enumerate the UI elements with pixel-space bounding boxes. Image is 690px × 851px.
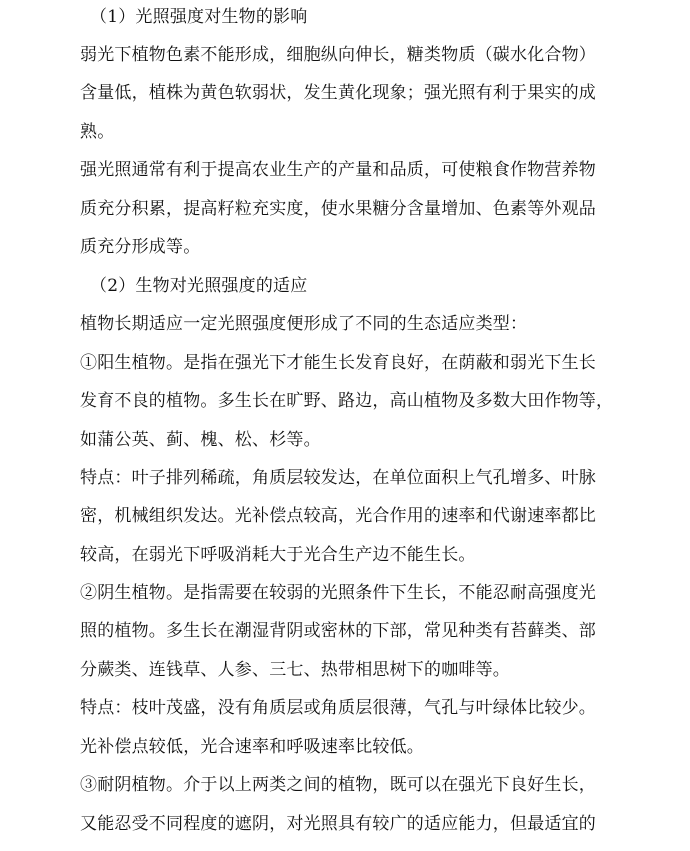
paragraph-line: 熟。 (80, 122, 115, 142)
paragraph-line: ②阴生植物。是指需要在较弱的光照条件下生长，不能忍耐高强度光 (80, 583, 596, 603)
paragraph-line: ①阳生植物。是指在强光下才能生长发育良好，在荫蔽和弱光下生长 (80, 353, 596, 373)
paragraph-line: 弱光下植物色素不能形成，细胞纵向伸长，糖类物质（碳水化合物） (80, 45, 596, 65)
paragraph-line: 质充分积累，提高籽粒充实度，使水果糖分含量增加、色素等外观品 (80, 199, 596, 219)
paragraph-line: 照的植物。多生长在潮湿背阴或密林的下部，常见种类有苔藓类、部 (80, 621, 596, 641)
paragraph-line: 特点：枝叶茂盛，没有角质层或角质层很薄，气孔与叶绿体比较少。 (80, 698, 596, 718)
paragraph-line: 又能忍受不同程度的遮阴，对光照具有较广的适应能力，但最适宜的 (80, 814, 596, 834)
paragraph-line: ③耐阴植物。介于以上两类之间的植物，既可以在强光下良好生长， (80, 775, 596, 795)
paragraph-line: 发育不良的植物。多生长在旷野、路边，高山植物及多数大田作物等， (80, 391, 614, 411)
paragraph-line: 如蒲公英、蓟、槐、松、杉等。 (80, 430, 321, 450)
paragraph-line: 特点：叶子排列稀疏，角质层较发达，在单位面积上气孔增多、叶脉 (80, 468, 596, 488)
paragraph-line: 较高，在弱光下呼吸消耗大于光合生产边不能生长。 (80, 545, 476, 565)
paragraph-line: 植物长期适应一定光照强度便形成了不同的生态适应类型： (80, 314, 528, 334)
section-heading-1: （1）光照强度对生物的影响 (90, 7, 308, 27)
paragraph-line: 分蕨类、连钱草、人参、三七、热带相思树下的咖啡等。 (80, 660, 510, 680)
paragraph-line: 密，机械组织发达。光补偿点较高，光合作用的速率和代谢速率都比 (80, 506, 596, 526)
paragraph-line: 质充分形成等。 (80, 237, 201, 257)
paragraph-line: 强光照通常有利于提高农业生产的产量和品质，可使粮食作物营养物 (80, 160, 596, 180)
paragraph-line: 光补偿点较低，光合速率和呼吸速率比较低。 (80, 737, 424, 757)
paragraph-line: 含量低，植株为黄色软弱状，发生黄化现象；强光照有利于果实的成 (80, 83, 596, 103)
section-heading-2: （2）生物对光照强度的适应 (90, 276, 308, 296)
